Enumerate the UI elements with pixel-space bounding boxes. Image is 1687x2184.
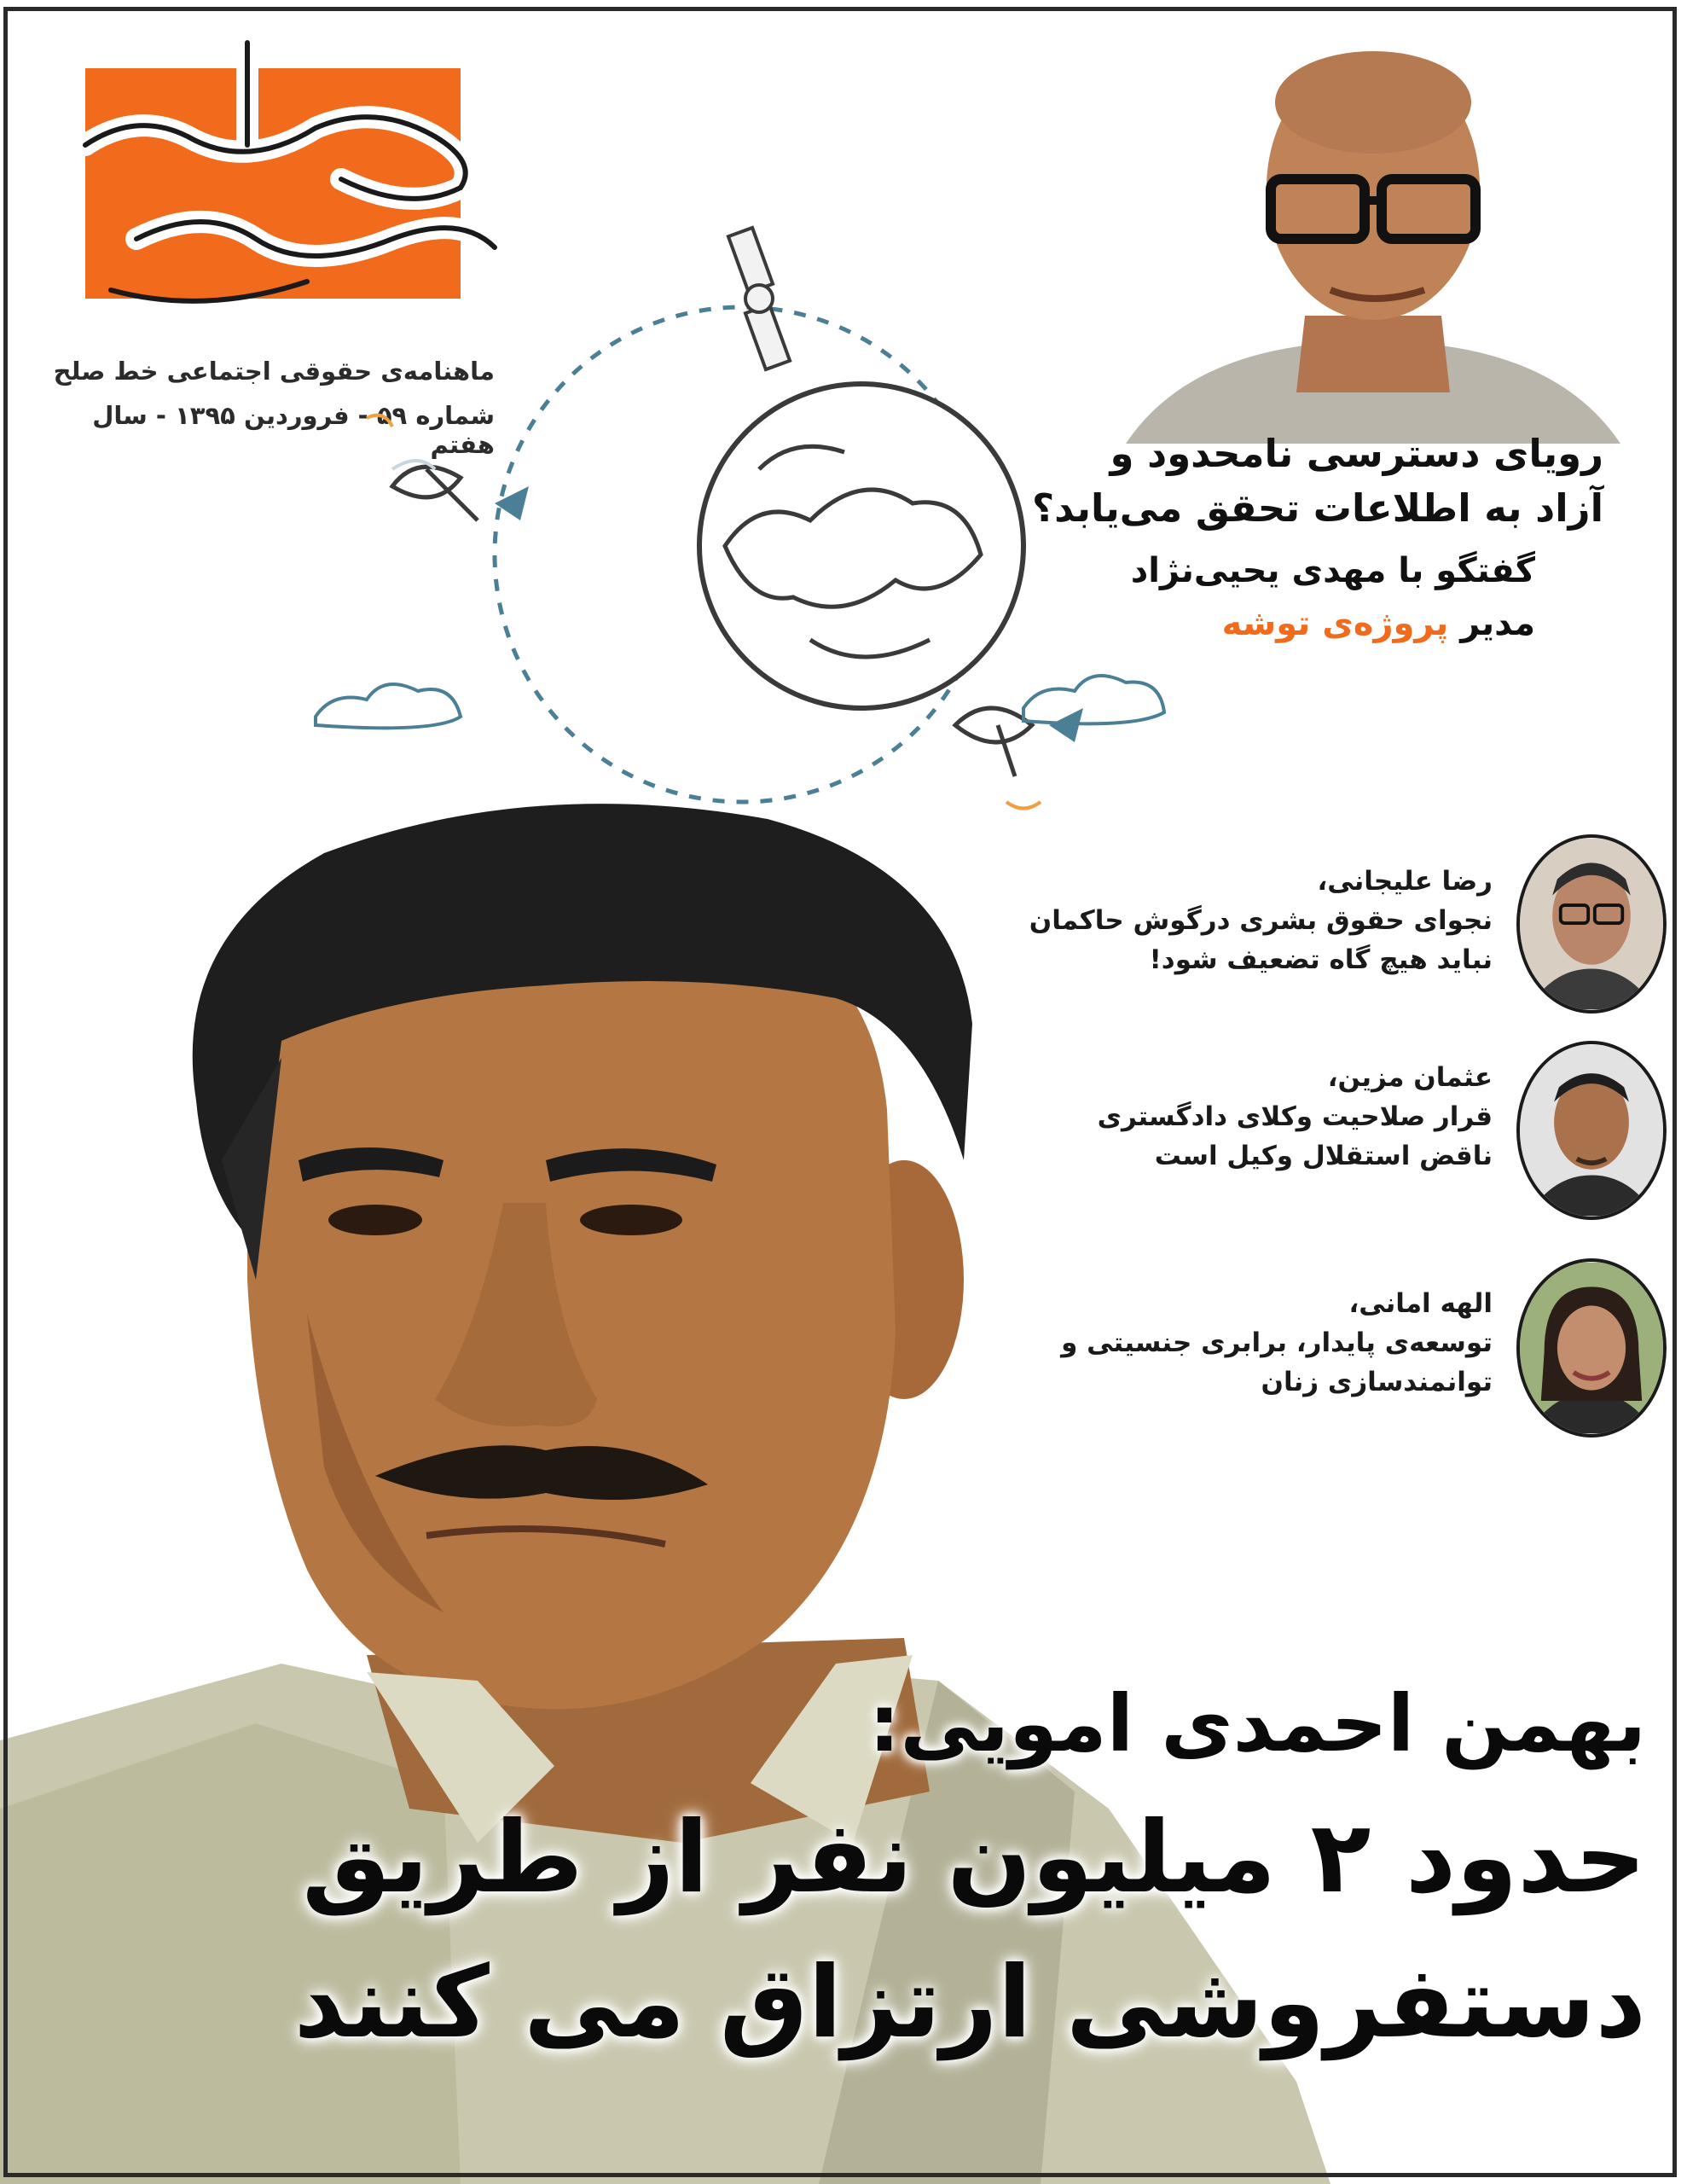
interview-project-name: پروژه‌ی توشه	[1221, 604, 1449, 643]
interview-subheading-line2	[904, 597, 1535, 650]
item-title-3-line2: توانمندسازی زنان	[1261, 1367, 1493, 1397]
item-title-1-line2: نباید هیچ گاه تضعیف شود!	[1149, 944, 1493, 975]
item-block-2	[930, 1058, 1493, 1176]
main-headline-line2: حدود ۲ میلیون نفر از طریق	[302, 1800, 1646, 1915]
item-author-2: عثمان مزین،	[1327, 1062, 1493, 1093]
interview-role-prefix: مدیر	[1460, 604, 1535, 643]
item-block-3	[930, 1284, 1493, 1402]
item-author-1: رضا علیجانی،	[1317, 866, 1493, 897]
item-block-1	[930, 862, 1493, 979]
globe-satellite-illustration	[281, 213, 1194, 862]
interview-subheading	[904, 544, 1535, 650]
interview-headline-line1: رویای دسترسی نامحدود و	[1110, 431, 1603, 476]
item-title-2-line2: ناقض استقلال وکیل است	[1154, 1141, 1493, 1171]
item-title-1-line1: نجوای حقوق بشری درگوش حاکمان	[1029, 905, 1493, 936]
item-title-2-line1: قرار صلاحیت وکلای دادگستری	[1097, 1101, 1493, 1132]
item-avatar-2	[1516, 1041, 1667, 1220]
interview-headline	[904, 427, 1603, 536]
item-avatar-1	[1516, 834, 1667, 1014]
item-avatar-3	[1516, 1258, 1667, 1438]
main-headline-name: بهمن احمدی امویی:	[868, 1678, 1646, 1769]
interview-portrait	[1092, 34, 1655, 444]
item-author-3: الهه امانی،	[1348, 1288, 1493, 1319]
interview-headline-line2: آزاد به اطلاعات تحقق می‌یابد؟	[1032, 485, 1603, 531]
item-title-3-line1: توسعه‌ی پایدار، برابری جنسیتی و	[1061, 1327, 1493, 1358]
interview-subheading-line1: گفتگو با مهدی یحیی‌نژاد	[1130, 551, 1535, 590]
masthead-subtitle: ماهنامه‌ی حقوقی اجتماعی خط صلح	[53, 357, 495, 386]
masthead-issue-line: شماره ۵۹ - فروردین ۱۳۹۵ - سال هفتم	[92, 401, 495, 459]
main-headline-line3: دستفروشی ارتزاق می کنند	[293, 1945, 1646, 2060]
